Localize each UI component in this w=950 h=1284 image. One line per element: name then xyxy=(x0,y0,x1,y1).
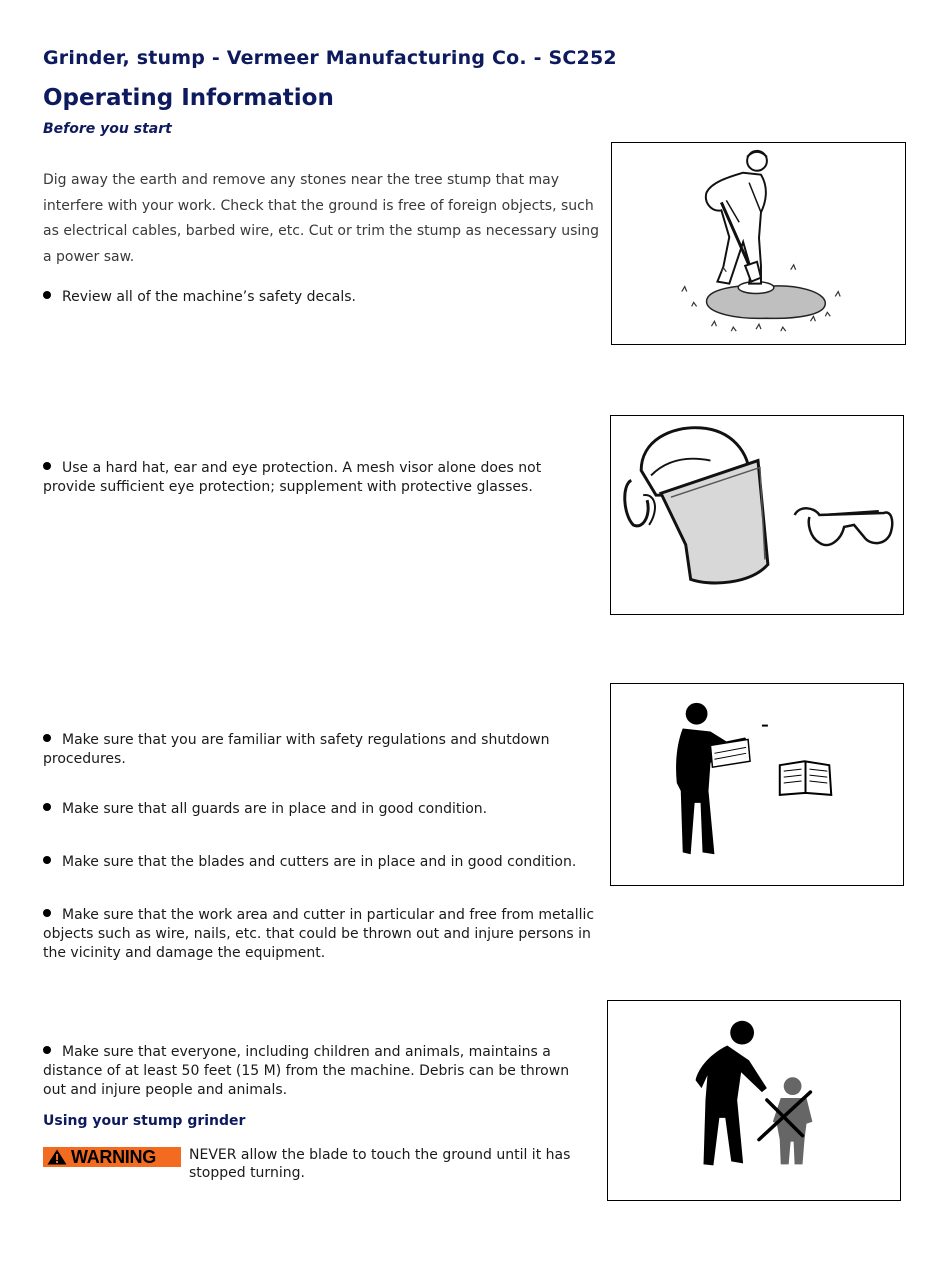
intro-paragraph: Dig away the earth and remove any stones near the tree stump that may interfere with your work. Check that the ground is free of foreign objects, such as electrical cables, barbed wire, etc. Cut or trim the stump as necessary using a power saw. xyxy=(43,172,600,265)
bullet-item: Review all of the machine’s safety decals. xyxy=(43,288,603,307)
using-heading: Using your stump grinder xyxy=(43,1113,246,1129)
bullet-dot xyxy=(43,1046,51,1054)
bullet-item: Use a hard hat, ear and eye protection. A mesh visor alone does not provide sufficient eye protection; supplement with protective glasses. xyxy=(43,460,542,495)
bullet-dot xyxy=(43,803,51,811)
section-heading: Operating Information xyxy=(43,85,334,111)
warning-label: WARNING xyxy=(71,1147,156,1167)
bullet-dot xyxy=(43,734,51,742)
bullet-dot xyxy=(43,856,51,864)
bullet-item: Make sure that all guards are in place and in good condition. xyxy=(43,800,603,819)
bullet-item: Make sure that the work area and cutter in particular and free from metallic objects such as wire, nails, etc. that could be thrown out and injure persons in the vicinity and damage the equipment. xyxy=(43,907,595,961)
manual-illustration xyxy=(610,683,904,886)
bullet-item: Make sure that you are familiar with safety regulations and shutdown procedures. xyxy=(43,732,550,767)
warning-text: NEVER allow the blade to touch the ground until it has stopped turning. xyxy=(189,1147,571,1181)
bullet-dot xyxy=(43,291,51,299)
bullet-item: Make sure that the blades and cutters are in place and in good condition. xyxy=(43,853,603,872)
bullet-dot xyxy=(43,909,51,917)
bullet-dot xyxy=(43,462,51,470)
bullet-item: Make sure that everyone, including children and animals, maintains a distance of at least 50 feet (15 M) from the machine. Debris can be thrown out and injure people and animals. xyxy=(43,1044,570,1098)
digging-worker-icon xyxy=(612,143,905,344)
keep-away-illustration xyxy=(607,1000,901,1201)
person-reading-manual-icon xyxy=(611,684,903,885)
warning-triangle-icon xyxy=(47,1149,67,1165)
ppe-illustration xyxy=(610,415,904,615)
adult-child-prohibited-icon xyxy=(608,1001,900,1200)
subsection-heading: Before you start xyxy=(43,121,172,137)
document-title: Grinder, stump - Vermeer Manufacturing Co. - SC252 xyxy=(43,47,617,69)
warning-badge xyxy=(43,1147,181,1167)
hard-hat-visor-glasses-icon xyxy=(611,416,903,614)
digging-illustration xyxy=(611,142,906,345)
